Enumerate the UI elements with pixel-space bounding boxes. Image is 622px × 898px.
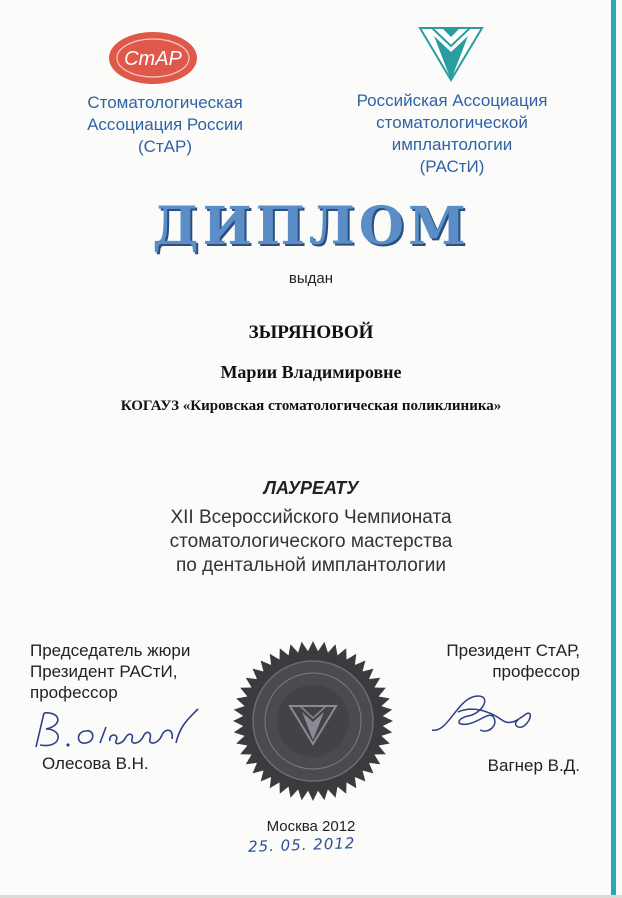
left-signer-name: Олесова В.Н. xyxy=(42,754,149,773)
left-org-line-2: Ассоциация России xyxy=(87,115,243,134)
award-line-2: стоматологического мастерства xyxy=(169,531,453,552)
right-org-line-2: стоматологической xyxy=(376,113,528,132)
place-and-year: Москва 2012 xyxy=(266,818,356,835)
star-logo-text: СтАР xyxy=(124,48,182,70)
right-signer-title-line-2: профессор xyxy=(492,662,580,681)
right-org-name xyxy=(320,90,584,178)
left-org-line-1: Стоматологическая xyxy=(87,93,243,112)
right-signer-name: Вагнер В.Д. xyxy=(487,756,580,775)
right-handwritten-signature xyxy=(428,690,536,742)
star-association-logo xyxy=(107,30,199,86)
recipient-name: Марии Владимировне xyxy=(220,362,402,382)
recipient-surname: ЗЫРЯНОВОЙ xyxy=(248,322,374,343)
left-handwritten-signature xyxy=(30,705,210,755)
left-signer-title-line-1: Председатель жюри xyxy=(30,641,191,660)
award-line-1: XII Всероссийского Чемпионата xyxy=(170,507,452,528)
rasti-logo xyxy=(418,24,484,84)
right-org-line-3: имплантологии xyxy=(391,135,513,154)
official-seal-icon xyxy=(232,640,394,802)
left-signer-title-line-2: Президент РАСтИ, xyxy=(30,662,178,681)
right-org-line-1: Российская Ассоциация xyxy=(356,91,548,110)
issued-label: выдан xyxy=(288,270,334,287)
right-signer-title-line-1: Президент СтАР, xyxy=(446,641,580,660)
right-org-line-4: (РАСтИ) xyxy=(419,157,485,176)
left-org-line-3: (СтАР) xyxy=(137,137,193,156)
page-edge-stripe xyxy=(611,0,616,898)
award-description xyxy=(0,506,622,578)
handwritten-date: 25. 05. 2012 xyxy=(247,834,356,856)
award-line-3: по дентальной имплантологии xyxy=(175,555,447,576)
left-signer-title-line-3: профессор xyxy=(30,683,118,702)
left-org-name xyxy=(40,92,290,158)
recipient-institution: КОГАУЗ «Кировская стоматологическая поликлиника» xyxy=(120,398,502,414)
laureate-label: ЛАУРЕАТУ xyxy=(263,478,359,498)
diploma-title: ДИПЛОМ xyxy=(152,196,470,257)
right-signer-title xyxy=(390,640,580,682)
